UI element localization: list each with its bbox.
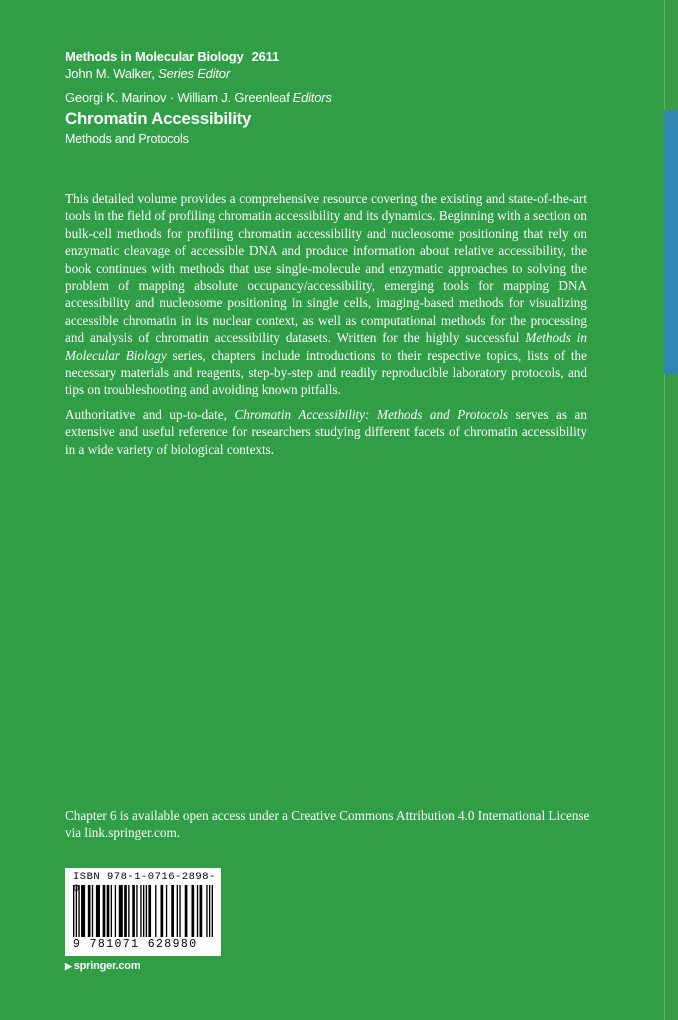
barcode-bar [107,885,110,937]
barcode-bar [146,885,147,937]
barcode-bar [78,885,79,937]
description-text: series, chapters include introductions to their respective topics, lists of the necessary materials and reagents, step-by-step and readily reproducible laboratory protocols, and tips on troubleshooting and avoiding known pitfalls. [65,347,587,398]
description-text: Authoritative and up-to-date, [65,406,235,422]
barcode-bar [185,885,188,937]
barcode-bar [200,885,203,937]
barcode-bar [177,885,178,937]
publisher-logo[interactable] [65,960,140,972]
barcode-bar [96,885,100,937]
barcode-bar [166,885,167,937]
header [65,48,332,147]
spine-blue-band [664,110,678,374]
barcode-bar [155,885,156,937]
barcode-bar [179,885,180,937]
barcode-bars [73,885,213,937]
barcode-bar [73,885,74,937]
book-title: Chromatin Accessibility [65,109,252,128]
editors-role: Editors [292,90,332,105]
description-text: This detailed volume provides a comprehensive resource covering the existing and state-of-the-art tools in the field of profiling chromatin accessibility and its dynamics. Beginning with a section on bulk-cell methods for profiling chromatin accessibility and nucleosome positioning that rely on enzymatic cleavage of accessible DNA and produce information about relative accessibility, the book continues with methods that use single-molecule and enzymatic approaches to solving the problem of mapping absolute occupancy/accessibility, emerging tools for mapping DNA accessibility and nucleosome positioning in single cells, imaging-based methods for visualizing accessible chromatin in its nuclear context, as well as computational methods for the processing and analysis of chromatin accessibility datasets. Written for the highly successful [65,191,587,346]
barcode-bar [119,885,123,937]
barcode-bar [140,885,141,937]
series-line [65,48,332,65]
series-editor [65,65,332,82]
series-number: 2611 [251,49,279,64]
series-editor-name: John M. Walker, [65,66,155,81]
isbn-label: ISBN 978-1-0716-2898-0 [73,871,216,895]
barcode-bar [76,885,77,937]
open-access-note: Chapter 6 is available open access under a Creative Commons Attribution 4.0 International License via link.springer.com. [65,808,590,841]
barcode-bar [136,885,137,937]
barcode-bar [148,885,151,937]
barcode-bar [111,885,112,937]
description-paragraph-1 [65,190,587,399]
barcode-bar [132,885,135,937]
barcode-bar [209,885,210,937]
barcode-bar [88,885,91,937]
barcode-bar [197,885,198,937]
barcode-bar [103,885,106,937]
barcode-bar [171,885,174,937]
barcode-bar [81,885,85,937]
book-description [65,190,587,458]
description-text: serves as an extensive and useful reference for researchers studying different facets of chromatin accessibility in a wide variety of biological contexts. [65,406,587,457]
barcode-bar [92,885,93,937]
barcode-bar [161,885,164,937]
isbn-barcode [65,868,221,956]
editors-names: Georgi K. Marinov · William J. Greenleaf [65,90,290,105]
publisher-url: springer.com [73,960,141,972]
barcode-bar [128,885,129,937]
barcode-bar [115,885,116,937]
book-title-italic: Chromatin Accessibility: Methods and Protocols [234,406,509,422]
barcode-bar [206,885,207,937]
barcode-digits: 9 781071 628980 [73,938,198,951]
barcode-bar [124,885,127,937]
barcode-bar [191,885,194,937]
series-name: Methods in Molecular Biology [65,49,244,64]
barcode-bar [212,885,213,937]
description-paragraph-2 [65,406,587,458]
series-title-italic: Methods in Molecular Biology [65,330,587,363]
series-editor-role: Series Editor [158,66,230,81]
barcode-bar [143,885,144,937]
book-editors [65,89,332,106]
book-subtitle: Methods and Protocols [65,132,189,146]
arrow-icon: ▶ [65,961,72,971]
